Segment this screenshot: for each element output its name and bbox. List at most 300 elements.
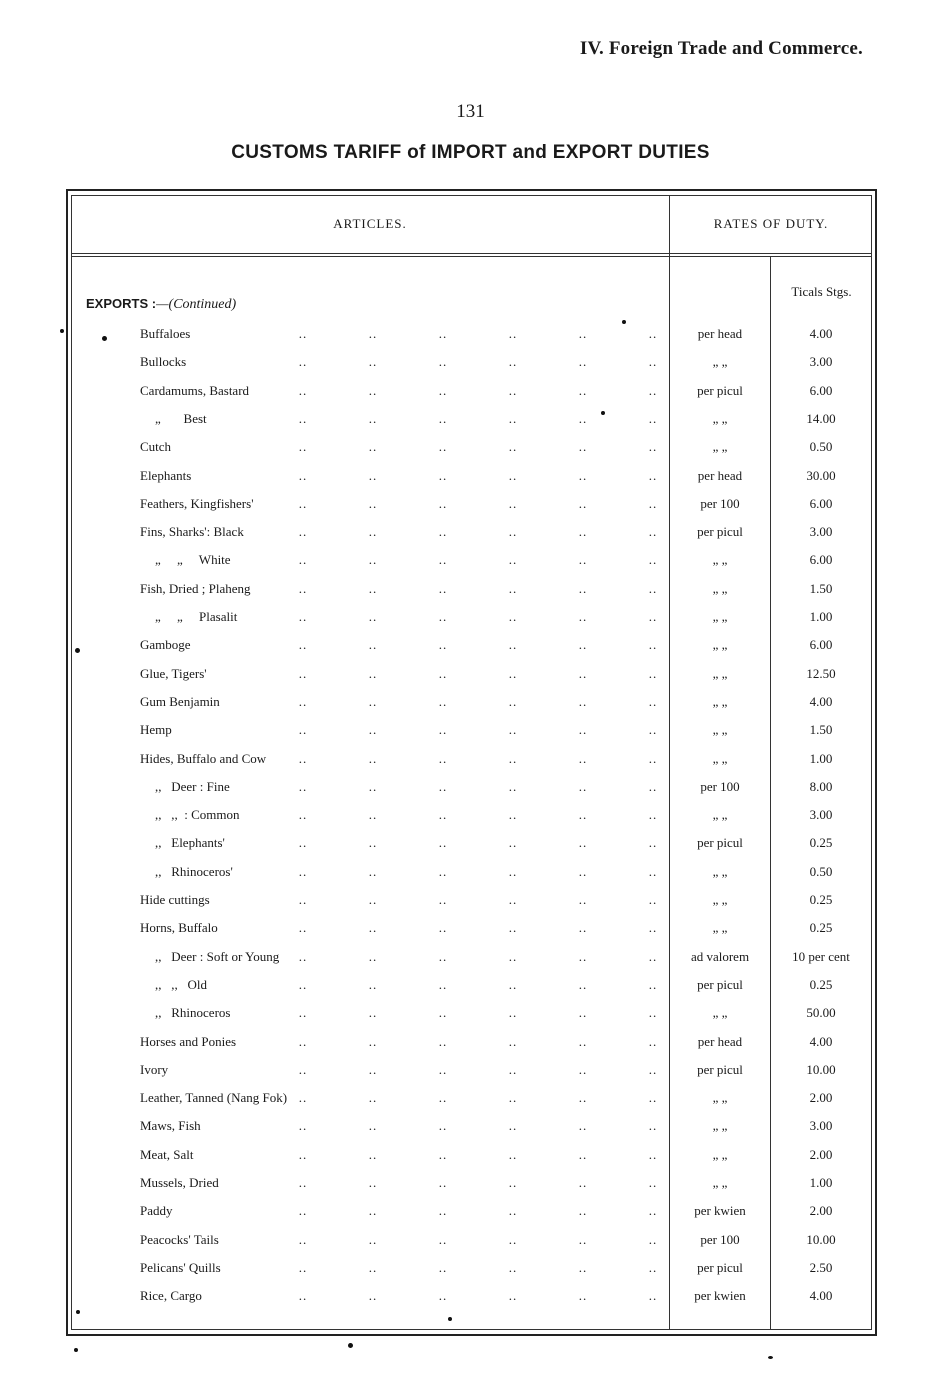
ink-speck xyxy=(622,320,626,324)
dot-leader: .. xyxy=(368,1061,378,1077)
duty-unit: „ „ xyxy=(712,439,728,455)
dot-leader: .. xyxy=(438,637,448,653)
table-row xyxy=(0,1286,941,1306)
dot-leader: .. xyxy=(578,920,588,936)
dot-leader: .. xyxy=(578,609,588,624)
dot-leader: .. xyxy=(578,1061,588,1077)
dot-leader: .. xyxy=(438,1033,448,1049)
dot-leader: .. xyxy=(298,439,308,455)
dot-leader: .. xyxy=(648,1005,658,1021)
article-name: Meat, Salt xyxy=(140,1146,194,1162)
dot-leader: .. xyxy=(438,1118,448,1134)
duty-unit: „ „ xyxy=(712,1090,728,1106)
dot-leader: .. xyxy=(648,439,658,455)
duty-rate: 4.00 xyxy=(809,1033,833,1049)
dot-leader: .. xyxy=(438,693,448,709)
dot-leader: .. xyxy=(648,609,658,624)
duty-unit: per head xyxy=(697,467,743,483)
dot-leader: .. xyxy=(298,1005,308,1021)
duty-rate: 8.00 xyxy=(809,778,833,794)
table-row xyxy=(0,579,941,599)
dot-leader: .. xyxy=(368,1090,378,1106)
duty-unit: „ „ xyxy=(712,637,728,653)
dot-leader: .. xyxy=(578,778,588,794)
dot-leader: .. xyxy=(298,326,308,341)
dot-leader: .. xyxy=(298,1231,308,1247)
dot-leader: .. xyxy=(508,1033,518,1049)
dot-leader: .. xyxy=(508,1288,518,1304)
dot-leader: .. xyxy=(368,467,378,483)
dot-leader: .. xyxy=(298,693,308,709)
dot-leader: .. xyxy=(438,410,448,426)
duty-unit: „ „ xyxy=(712,722,728,738)
dot-leader: .. xyxy=(578,439,588,455)
table-row xyxy=(0,550,941,570)
dot-leader: .. xyxy=(648,1259,658,1275)
table-row xyxy=(0,352,941,372)
ink-speck xyxy=(76,1310,80,1314)
ink-speck xyxy=(448,1317,452,1321)
dot-leader: .. xyxy=(648,1203,658,1219)
duty-unit: „ „ xyxy=(712,1118,728,1134)
duty-unit: „ „ xyxy=(712,552,728,568)
article-name: ,, Deer : Soft or Young xyxy=(155,948,280,964)
dot-leader: .. xyxy=(508,1231,518,1247)
dot-leader: .. xyxy=(438,863,448,879)
duty-rate: 2.00 xyxy=(809,1203,833,1219)
dot-leader: .. xyxy=(298,665,308,681)
dot-leader: .. xyxy=(648,693,658,709)
duty-unit: „ „ xyxy=(712,580,728,596)
dot-leader: .. xyxy=(298,410,308,426)
table-row xyxy=(0,1258,941,1278)
article-name: Feathers, Kingfishers' xyxy=(140,495,254,511)
dot-leader: .. xyxy=(578,1090,588,1106)
article-name: Cardamums, Bastard xyxy=(140,382,250,398)
dot-leader: .. xyxy=(648,976,658,992)
table-row xyxy=(0,1116,941,1136)
duty-rate: 0.50 xyxy=(809,439,833,455)
duty-rate: 6.00 xyxy=(809,382,833,398)
dot-leader: .. xyxy=(648,863,658,879)
dot-leader: .. xyxy=(578,552,588,568)
duty-unit: „ „ xyxy=(712,892,728,907)
dot-leader: .. xyxy=(298,750,308,766)
table-row xyxy=(0,947,941,967)
table-row xyxy=(0,466,941,486)
duty-rate: 2.00 xyxy=(809,1146,833,1162)
dot-leader: .. xyxy=(368,1033,378,1049)
article-name: „ Best xyxy=(155,410,207,426)
article-name: Hemp xyxy=(140,722,172,738)
dot-leader: .. xyxy=(648,750,658,766)
dot-leader: .. xyxy=(368,524,378,540)
dot-leader: .. xyxy=(648,467,658,483)
ink-speck xyxy=(601,411,605,415)
duty-rate: 3.00 xyxy=(809,1118,833,1134)
table-row xyxy=(0,437,941,457)
dot-leader: .. xyxy=(648,354,658,370)
column-header-articles: ARTICLES. xyxy=(333,216,407,231)
dot-leader: .. xyxy=(508,1146,518,1162)
dot-leader: .. xyxy=(648,665,658,681)
duty-unit: per picul xyxy=(697,1061,743,1077)
dot-leader: .. xyxy=(298,920,308,936)
article-name: Gamboge xyxy=(140,637,191,653)
table-row xyxy=(0,1088,941,1108)
article-name: Fins, Sharks': Black xyxy=(140,524,244,540)
dot-leader: .. xyxy=(578,326,588,341)
dot-leader: .. xyxy=(368,354,378,370)
article-name: ,, ,, Old xyxy=(155,976,207,992)
table-row xyxy=(0,833,941,853)
ink-speck xyxy=(348,1343,353,1348)
dot-leader: .. xyxy=(578,580,588,596)
dot-leader: .. xyxy=(368,1005,378,1021)
dot-leader: .. xyxy=(298,976,308,992)
dot-leader: .. xyxy=(578,665,588,681)
dot-leader: .. xyxy=(648,1090,658,1106)
dot-leader: .. xyxy=(508,807,518,823)
table-row xyxy=(0,381,941,401)
article-name: Bullocks xyxy=(140,354,187,370)
table-row xyxy=(0,890,941,910)
duty-unit: „ „ xyxy=(712,750,728,766)
duty-unit: per head xyxy=(697,326,743,341)
dot-leader: .. xyxy=(368,495,378,511)
article-name: „ „ White xyxy=(155,552,231,568)
dot-leader: .. xyxy=(508,439,518,455)
dot-leader: .. xyxy=(578,863,588,879)
dot-leader: .. xyxy=(648,892,658,907)
dot-leader: .. xyxy=(438,382,448,398)
dot-leader: .. xyxy=(298,467,308,483)
duty-rate: 12.50 xyxy=(806,665,836,681)
table-row xyxy=(0,1003,941,1023)
dot-leader: .. xyxy=(298,1061,308,1077)
dot-leader: .. xyxy=(508,1005,518,1021)
article-name: Maws, Fish xyxy=(140,1118,201,1134)
dot-leader: .. xyxy=(648,326,658,341)
table-row xyxy=(0,777,941,797)
dot-leader: .. xyxy=(368,382,378,398)
dot-leader: .. xyxy=(508,1259,518,1275)
dot-leader: .. xyxy=(508,495,518,511)
dot-leader: .. xyxy=(578,1259,588,1275)
dot-leader: .. xyxy=(438,524,448,540)
dot-leader: .. xyxy=(648,410,658,426)
article-name: ,, Elephants' xyxy=(155,835,225,851)
dot-leader: .. xyxy=(438,439,448,455)
section-label-note: —(Continued) xyxy=(156,297,237,312)
dot-leader: .. xyxy=(438,467,448,483)
dot-leader: .. xyxy=(578,750,588,766)
duty-rate: 50.00 xyxy=(806,1005,836,1021)
dot-leader: .. xyxy=(438,1231,448,1247)
duty-unit: per kwien xyxy=(694,1288,746,1304)
article-name: Cutch xyxy=(140,439,172,455)
duty-unit: per 100 xyxy=(700,495,740,511)
dot-leader: .. xyxy=(438,1090,448,1106)
dot-leader: .. xyxy=(578,354,588,370)
dot-leader: .. xyxy=(298,863,308,879)
duty-unit: „ „ xyxy=(712,693,728,709)
dot-leader: .. xyxy=(438,1175,448,1190)
dot-leader: .. xyxy=(508,1061,518,1077)
table-row xyxy=(0,862,941,882)
dot-leader: .. xyxy=(508,835,518,851)
duty-unit: per picul xyxy=(697,976,743,992)
dot-leader: .. xyxy=(368,326,378,341)
duty-rate: 4.00 xyxy=(809,693,833,709)
ink-speck xyxy=(75,648,80,653)
ink-speck xyxy=(74,1348,78,1352)
dot-leader: .. xyxy=(298,1288,308,1304)
dot-leader: .. xyxy=(648,1118,658,1134)
dot-leader: .. xyxy=(508,948,518,964)
dot-leader: .. xyxy=(298,580,308,596)
article-name: ,, Rhinoceros xyxy=(155,1005,231,1021)
dot-leader: .. xyxy=(508,920,518,936)
dot-leader: .. xyxy=(298,354,308,370)
article-name: ,, Deer : Fine xyxy=(155,778,230,794)
dot-leader: .. xyxy=(578,1288,588,1304)
dot-leader: .. xyxy=(648,807,658,823)
ink-speck xyxy=(768,1356,773,1359)
dot-leader: .. xyxy=(298,778,308,794)
page-number: 131 xyxy=(456,101,485,122)
dot-leader: .. xyxy=(438,920,448,936)
dot-leader: .. xyxy=(578,835,588,851)
dot-leader: .. xyxy=(578,410,588,426)
dot-leader: .. xyxy=(508,1118,518,1134)
dot-leader: .. xyxy=(508,1175,518,1190)
dot-leader: .. xyxy=(438,1146,448,1162)
dot-leader: .. xyxy=(508,1203,518,1219)
dot-leader: .. xyxy=(578,1175,588,1190)
dot-leader: .. xyxy=(438,354,448,370)
article-name: Horses and Ponies xyxy=(140,1033,237,1049)
article-name: Buffaloes xyxy=(140,326,191,341)
dot-leader: .. xyxy=(368,835,378,851)
dot-leader: .. xyxy=(578,467,588,483)
dot-leader: .. xyxy=(298,1033,308,1049)
dot-leader: .. xyxy=(648,580,658,596)
article-name: Horns, Buffalo xyxy=(140,920,218,936)
dot-leader: .. xyxy=(578,1118,588,1134)
dot-leader: .. xyxy=(368,750,378,766)
article-name: Hide cuttings xyxy=(140,892,210,907)
dot-leader: .. xyxy=(508,467,518,483)
table-row xyxy=(0,692,941,712)
dot-leader: .. xyxy=(508,580,518,596)
dot-leader: .. xyxy=(508,326,518,341)
dot-leader: .. xyxy=(578,524,588,540)
dot-leader: .. xyxy=(438,1061,448,1077)
duty-rate: 1.50 xyxy=(809,580,833,596)
duty-rate: 2.50 xyxy=(809,1259,833,1275)
article-name: „ „ Plasalit xyxy=(155,609,238,624)
duty-unit: per 100 xyxy=(700,1231,740,1247)
article-name: Glue, Tigers' xyxy=(140,665,207,681)
dot-leader: .. xyxy=(438,1203,448,1219)
dot-leader: .. xyxy=(508,609,518,624)
dot-leader: .. xyxy=(438,580,448,596)
table-row xyxy=(0,522,941,542)
duty-unit: per picul xyxy=(697,524,743,540)
duty-rate: 1.50 xyxy=(809,722,833,738)
dot-leader: .. xyxy=(438,609,448,624)
dot-leader: .. xyxy=(298,835,308,851)
dot-leader: .. xyxy=(438,948,448,964)
dot-leader: .. xyxy=(438,665,448,681)
duty-rate: 14.00 xyxy=(806,410,836,426)
dot-leader: .. xyxy=(368,580,378,596)
dot-leader: .. xyxy=(368,976,378,992)
dot-leader: .. xyxy=(578,1146,588,1162)
duty-rate: 1.00 xyxy=(809,1175,833,1190)
table-row xyxy=(0,635,941,655)
dot-leader: .. xyxy=(508,665,518,681)
currency-label: Ticals Stgs. xyxy=(791,284,852,299)
duty-rate: 4.00 xyxy=(809,326,833,341)
duty-unit: per head xyxy=(697,1033,743,1049)
dot-leader: .. xyxy=(298,552,308,568)
dot-leader: .. xyxy=(298,1118,308,1134)
dot-leader: .. xyxy=(508,976,518,992)
duty-rate: 2.00 xyxy=(809,1090,833,1106)
duty-rate: 10.00 xyxy=(806,1231,836,1247)
dot-leader: .. xyxy=(368,665,378,681)
dot-leader: .. xyxy=(578,1231,588,1247)
table-row xyxy=(0,1145,941,1165)
section-label-title: EXPORTS : xyxy=(86,296,157,311)
duty-unit: „ „ xyxy=(712,1005,728,1021)
dot-leader: .. xyxy=(438,835,448,851)
duty-rate: 3.00 xyxy=(809,524,833,540)
dot-leader: .. xyxy=(298,524,308,540)
dot-leader: .. xyxy=(368,863,378,879)
dot-leader: .. xyxy=(438,1005,448,1021)
table-row xyxy=(0,975,941,995)
dot-leader: .. xyxy=(368,693,378,709)
dot-leader: .. xyxy=(298,1146,308,1162)
article-name: Fish, Dried ; Plaheng xyxy=(140,580,251,596)
duty-unit: „ „ xyxy=(712,920,728,936)
dot-leader: .. xyxy=(298,1259,308,1275)
duty-rate: 0.25 xyxy=(809,835,833,851)
dot-leader: .. xyxy=(508,524,518,540)
table-row xyxy=(0,720,941,740)
duty-rate: 10.00 xyxy=(806,1061,836,1077)
dot-leader: .. xyxy=(298,495,308,511)
dot-leader: .. xyxy=(298,1090,308,1106)
dot-leader: .. xyxy=(648,1231,658,1247)
table-row xyxy=(0,749,941,769)
dot-leader: .. xyxy=(298,722,308,738)
dot-leader: .. xyxy=(438,750,448,766)
duty-unit: „ „ xyxy=(712,1175,728,1190)
table-row xyxy=(0,324,941,344)
dot-leader: .. xyxy=(438,892,448,907)
dot-leader: .. xyxy=(508,552,518,568)
dot-leader: .. xyxy=(648,835,658,851)
dot-leader: .. xyxy=(368,920,378,936)
duty-rate: 30.00 xyxy=(806,467,836,483)
dot-leader: .. xyxy=(368,778,378,794)
duty-unit: per 100 xyxy=(700,778,740,794)
table-row xyxy=(0,918,941,938)
duty-unit: „ „ xyxy=(712,410,728,426)
dot-leader: .. xyxy=(298,892,308,907)
article-name: ,, Rhinoceros' xyxy=(155,863,233,879)
dot-leader: .. xyxy=(648,552,658,568)
article-name: ,, ,, : Common xyxy=(155,807,240,823)
dot-leader: .. xyxy=(368,439,378,455)
duty-unit: „ „ xyxy=(712,354,728,370)
duty-unit: per kwien xyxy=(694,1203,746,1219)
duty-unit: per picul xyxy=(697,382,743,398)
dot-leader: .. xyxy=(578,1033,588,1049)
table-row xyxy=(0,1032,941,1052)
dot-leader: .. xyxy=(578,807,588,823)
dot-leader: .. xyxy=(508,693,518,709)
dot-leader: .. xyxy=(508,778,518,794)
dot-leader: .. xyxy=(438,495,448,511)
dot-leader: .. xyxy=(368,1175,378,1190)
duty-unit: „ „ xyxy=(712,807,728,823)
table-row xyxy=(0,664,941,684)
article-name: Gum Benjamin xyxy=(140,693,220,709)
dot-leader: .. xyxy=(298,948,308,964)
table-row xyxy=(0,1173,941,1193)
duty-rate: 0.25 xyxy=(809,892,833,907)
dot-leader: .. xyxy=(578,637,588,653)
dot-leader: .. xyxy=(578,382,588,398)
dot-leader: .. xyxy=(438,552,448,568)
dot-leader: .. xyxy=(368,410,378,426)
duty-rate: 1.00 xyxy=(809,609,833,624)
dot-leader: .. xyxy=(508,750,518,766)
dot-leader: .. xyxy=(508,410,518,426)
ink-speck xyxy=(102,336,107,341)
article-name: Ivory xyxy=(140,1061,169,1077)
dot-leader: .. xyxy=(648,778,658,794)
table-row xyxy=(0,805,941,825)
dot-leader: .. xyxy=(508,722,518,738)
duty-rate: 0.25 xyxy=(809,920,833,936)
dot-leader: .. xyxy=(368,722,378,738)
dot-leader: .. xyxy=(438,778,448,794)
dot-leader: .. xyxy=(368,609,378,624)
dot-leader: .. xyxy=(438,976,448,992)
dot-leader: .. xyxy=(648,948,658,964)
dot-leader: .. xyxy=(648,722,658,738)
dot-leader: .. xyxy=(368,637,378,653)
article-name: Paddy xyxy=(140,1203,173,1219)
table-row xyxy=(0,607,941,627)
dot-leader: .. xyxy=(578,693,588,709)
duty-unit: per picul xyxy=(697,1259,743,1275)
ink-speck xyxy=(60,329,64,333)
duty-rate: 0.25 xyxy=(809,976,833,992)
dot-leader: .. xyxy=(298,807,308,823)
dot-leader: .. xyxy=(648,637,658,653)
dot-leader: .. xyxy=(368,1146,378,1162)
dot-leader: .. xyxy=(368,552,378,568)
dot-leader: .. xyxy=(368,948,378,964)
duty-rate: 4.00 xyxy=(809,1288,833,1304)
